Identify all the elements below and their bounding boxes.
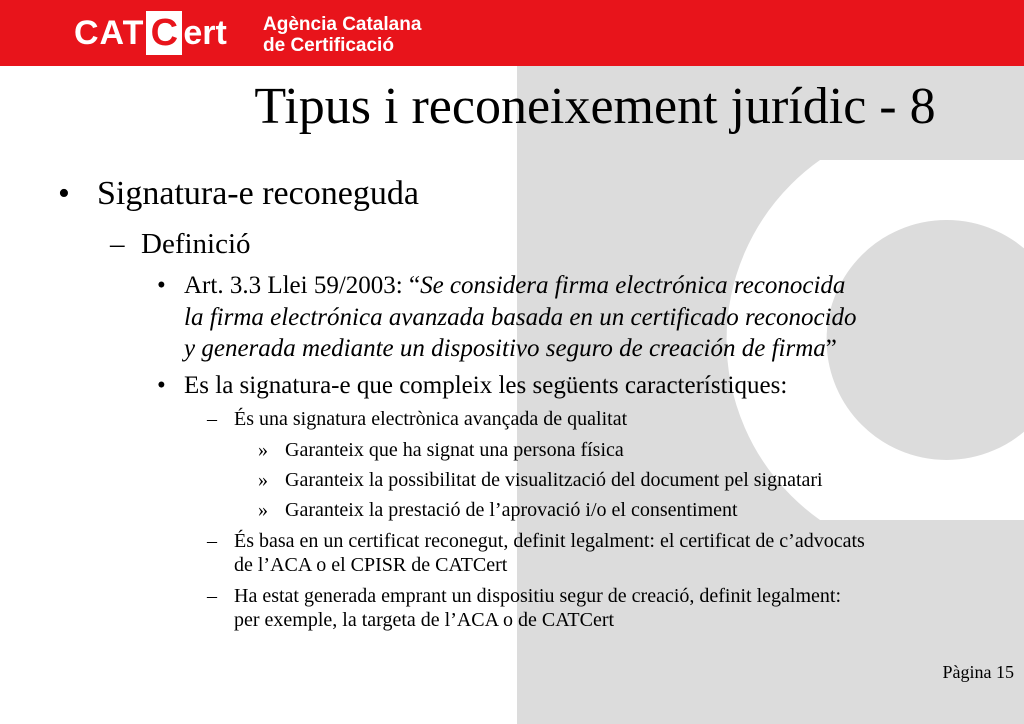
sub-item-2-line-1: És basa en un certificat reconegut, definit legalment: el certificat de c’advocats [234, 530, 865, 552]
dash-marker: – [207, 408, 217, 430]
art-quote-line-3: y generada mediante un dispositivo seguro de creación de firma [184, 335, 826, 362]
characteristics-line: Es la signatura-e que compleix les següents característiques: [184, 372, 788, 399]
dash-marker: – [207, 530, 217, 552]
sub1-item: Garanteix la possibilitat de visualització del document pel signatari [285, 469, 823, 491]
bullet-marker: • [58, 175, 70, 212]
sub-item-3-line-2: per exemple, la targeta de l’ACA o de CATCert [234, 609, 615, 631]
logo-ert-text: ert [183, 14, 227, 52]
sub-item-2-line-2: de l’ACA o el CPISR de CATCert [234, 554, 508, 576]
sub-item-1: És una signatura electrònica avançada de qualitat [234, 408, 628, 430]
dash-marker: – [207, 585, 217, 607]
sub1-item: Garanteix la prestació de l’aprovació i/o el consentiment [285, 499, 738, 521]
logo-c-box: C [146, 11, 182, 55]
page-number: Pàgina 15 [942, 662, 1014, 682]
art-suffix: ” [825, 335, 837, 362]
art-quote-line-2: la firma electrónica avanzada basada en un certificado reconocido [184, 304, 857, 331]
raquo-marker: » [258, 439, 268, 461]
logo-cat-text: CAT [74, 14, 145, 52]
art-prefix: Art. 3.3 Llei 59/2003: “ [184, 272, 421, 299]
bullet-level2: Definició [141, 228, 251, 260]
raquo-marker: » [258, 499, 268, 521]
sub1-item: Garanteix que ha signat una persona física [285, 439, 624, 461]
agency-name [263, 14, 421, 56]
agency-line-2: de Certificació [263, 35, 394, 56]
art-line-3 [184, 335, 837, 363]
agency-line-1: Agència Catalana [263, 14, 422, 35]
bullet-marker: • [157, 372, 166, 399]
art-quote-line-1: Se considera firma electrónica reconocida [420, 272, 846, 299]
catcert-logo [74, 11, 227, 55]
dash-marker: – [110, 228, 125, 260]
bullet-marker: • [157, 272, 166, 299]
raquo-marker: » [258, 469, 268, 491]
slide-title: Tipus i reconeixement jurídic - 8 [254, 78, 936, 135]
header-band [0, 0, 1024, 66]
art-line-1 [184, 272, 845, 300]
bullet-level1: Signatura-e reconeguda [97, 175, 419, 212]
sub-item-3-line-1: Ha estat generada emprant un dispositiu segur de creació, definit legalment: [234, 585, 842, 607]
